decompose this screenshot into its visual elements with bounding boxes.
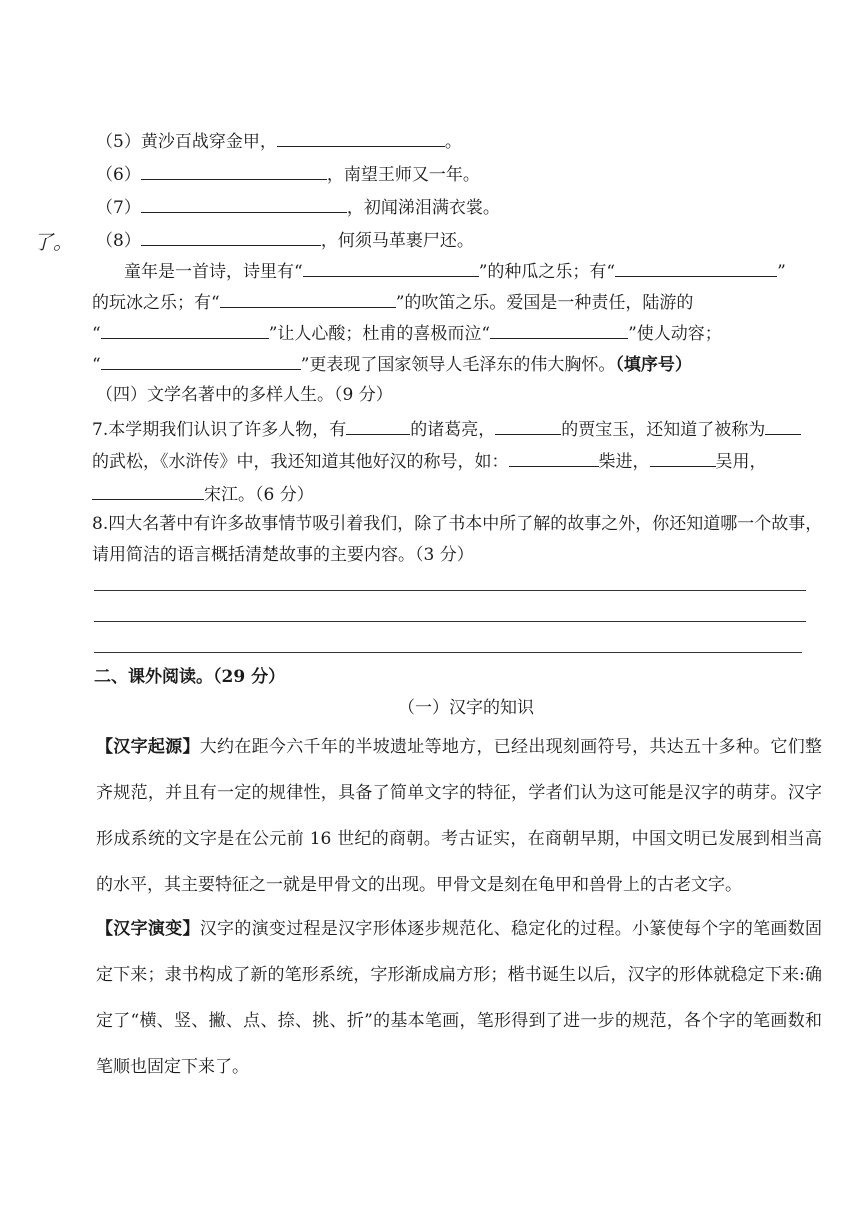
fill-line-4 — [92, 351, 692, 377]
fill-l3-text-c: ”使人动容； — [628, 324, 722, 344]
poem-q6 — [96, 161, 480, 187]
poem-q5 — [96, 128, 462, 154]
q7-line-1 — [92, 416, 801, 442]
q5-answer-blank[interactable] — [277, 128, 445, 147]
q7-line-2 — [92, 448, 767, 474]
q7-l2-text-b: 柴进， — [598, 452, 650, 472]
q5-prefix: （5）黄沙百战穿金甲， — [96, 132, 277, 152]
fill-line-2 — [92, 289, 693, 315]
q6-suffix: ，南望王师又一年。 — [326, 165, 480, 185]
q7-blank-wuyong[interactable] — [650, 448, 716, 467]
fill-line-3 — [92, 320, 722, 346]
fill-line-1 — [124, 258, 786, 284]
paragraph-evolution-body: 汉字的演变过程是汉字形体逐步规范化、稳定化的过程。小篆使每个字的笔画数固定下来；隶书构成了新的笔形系统，字形渐成扁方形；楷书诞生以后，汉字的形体就稳定下来:确定了“横、竖、撇、点、捺、挑、折”的基本笔画，笔形得到了进一步的规范，各个字的笔画数和笔顺也固定下来了。 — [96, 919, 823, 1077]
fill-l3-text-b: ”让人心酸；杜甫的喜极而泣“ — [268, 324, 491, 344]
fill-l2-text-b: ”的吹笛之乐。爱国是一种责任，陆游的 — [395, 293, 694, 313]
q7-blank-zhuge[interactable] — [346, 416, 410, 435]
q7-blank-baoyu[interactable] — [495, 416, 561, 435]
q6-answer-blank[interactable] — [141, 161, 327, 180]
q7-line-3 — [92, 481, 314, 507]
fill-l4-blank-1[interactable] — [101, 351, 301, 370]
q7-blank-wusong[interactable] — [765, 416, 801, 435]
q7-blank-songjiang[interactable] — [92, 481, 204, 500]
q5-suffix: 。 — [444, 132, 462, 152]
q7-l1-text-a: 7.本学期我们认识了许多人物，有 — [92, 420, 347, 440]
q7-l2-text-a: 的武松，《水浒传》中，我还知道其他好汉的称号，如： — [92, 452, 509, 472]
fill-l1-text-b: ”的种瓜之乐；有“ — [478, 262, 616, 282]
poem-q8 — [96, 227, 474, 253]
q7-l3-text: 宋江。（6 分） — [204, 485, 314, 505]
q7-suffix: ，初闻涕泪满衣裳。 — [346, 198, 500, 218]
q6-prefix: （6） — [96, 165, 141, 185]
fill-l4-text-a: “ — [92, 355, 101, 375]
q8-line-1: 8.四大名著中有许多故事情节吸引着我们，除了书本中所了解的故事之外，你还知道哪一个故事， — [92, 514, 823, 534]
q8-answer-blank[interactable] — [141, 227, 321, 246]
fill-l2-blank-1[interactable] — [220, 289, 396, 308]
answer-line-1[interactable] — [94, 590, 806, 591]
answer-line-3[interactable] — [94, 652, 802, 653]
fill-l3-blank-1[interactable] — [101, 320, 269, 339]
paragraph-evolution-heading: 【汉字演变】 — [96, 919, 200, 939]
fill-l2-text-a: 的玩冰之乐；有“ — [92, 293, 220, 313]
paragraph-origin-body: 大约在距今六千年的半坡遗址等地方，已经出现刻画符号，共达五十多种。它们整齐规范，并且有一定的规律性，具备了简单文字的特征，学者们认为这可能是汉字的萌芽。汉字形成系统的文字是在公元前 16 世纪的商朝。考古证实，在商朝早期，中国文明已发展到相当高的水平，其主要特征之一就是甲骨文的出现。甲骨文是刻在龟甲和兽骨上的古老文字。 — [96, 737, 823, 895]
fill-l4-note: （填序号） — [615, 355, 692, 375]
poem-q7 — [96, 194, 500, 220]
fill-l3-blank-2[interactable] — [490, 320, 628, 339]
paragraph-origin-heading: 【汉字起源】 — [96, 737, 200, 757]
fill-l1-text-a: 童年是一首诗，诗里有“ — [124, 262, 303, 282]
q7-prefix: （7） — [96, 198, 141, 218]
fill-l1-blank-1[interactable] — [303, 258, 479, 277]
q7-answer-blank[interactable] — [141, 194, 347, 213]
handwritten-mark: 了。 — [33, 230, 73, 254]
q7-l2-text-c: 吴用， — [715, 452, 767, 472]
paragraph-origin — [96, 724, 822, 908]
fill-l3-text-a: “ — [92, 324, 101, 344]
part2-title: 二、课外阅读。（29 分） — [94, 667, 286, 687]
paragraph-evolution — [96, 906, 822, 1090]
fill-l1-blank-2[interactable] — [615, 258, 777, 277]
q8-line-2: 请用简洁的语言概括清楚故事的主要内容。（3 分） — [92, 545, 474, 565]
answer-line-2[interactable] — [94, 621, 806, 622]
section4-title: （四）文学名著中的多样人生。（9 分） — [96, 385, 393, 405]
q7-l1-text-b: 的诸葛亮， — [410, 420, 496, 440]
q7-l1-text-c: 的贾宝玉，还知道了被称为 — [561, 420, 766, 440]
fill-l1-text-c: ” — [777, 262, 786, 282]
fill-l4-text-b: ”更表现了国家领导人毛泽东的伟大胸怀。 — [300, 355, 616, 375]
q7-blank-chaijin[interactable] — [509, 448, 599, 467]
part2-subtitle: （一）汉字的知识 — [398, 698, 534, 718]
q8-suffix: ，何须马革裹尸还。 — [320, 231, 474, 251]
q8-prefix: （8） — [96, 231, 141, 251]
